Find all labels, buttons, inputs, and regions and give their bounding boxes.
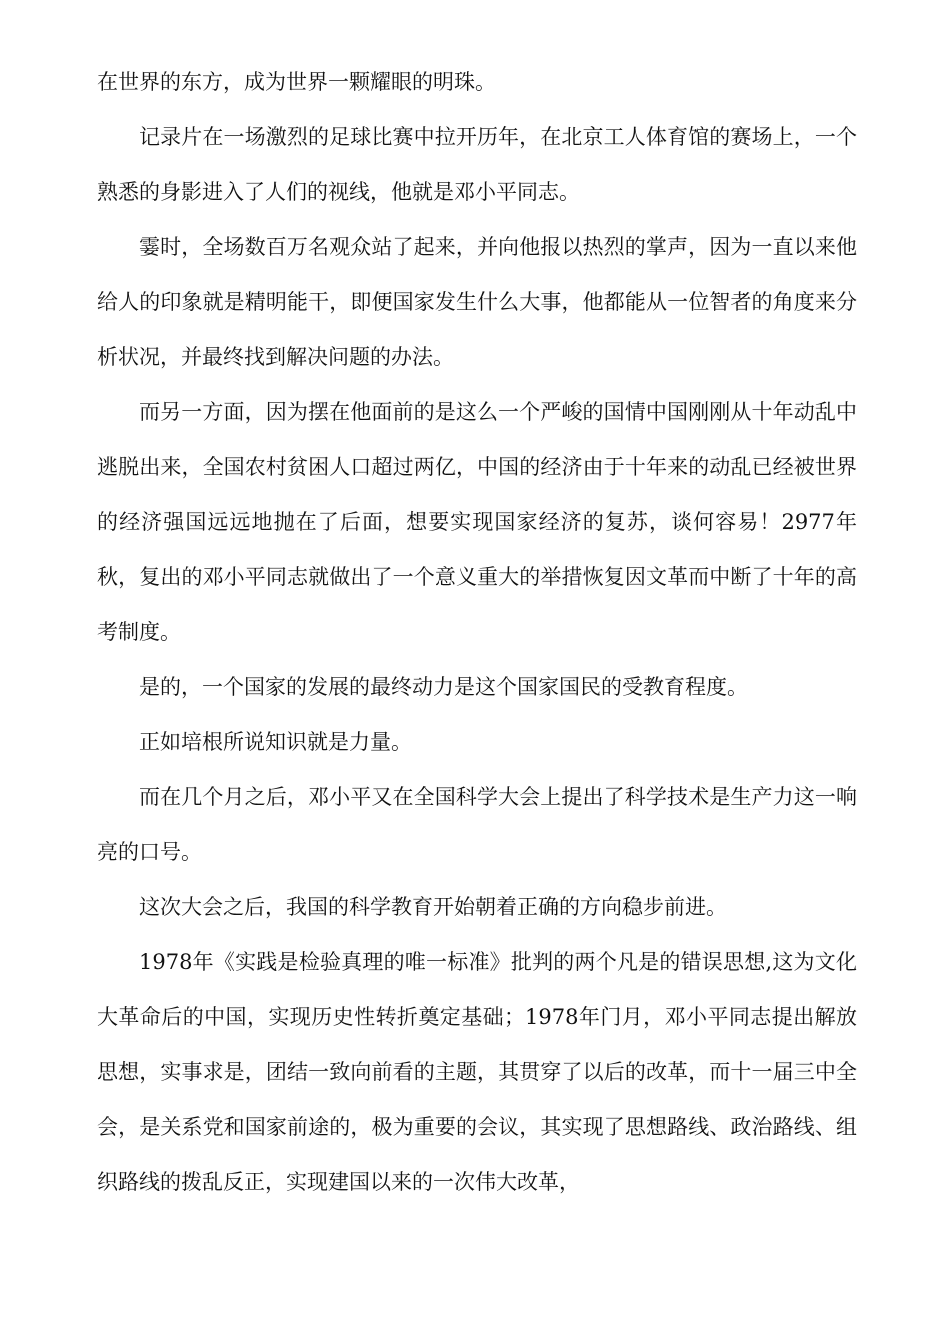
paragraph-5: 是的，一个国家的发展的最终动力是这个国家国民的受教育程度。: [139, 675, 748, 699]
paragraph-3: 霎时，全场数百万名观众站了起来，并向他报以热烈的掌声，因为一直以来他给人的印象就是精明能干，即便国家发生什么大事，他都能从一位智者的角度来分析状况，并最终找到解决问题的办法。: [97, 235, 857, 369]
paragraph-9: 1978年《实践是检验真理的唯一标准》批判的两个凡是的错误思想,这为文化大革命后的中国，实现历史性转折奠定基础；1978年门月，邓小平同志提出解放思想，实事求是，团结一致向前看的主题，其贯穿了以后的改革，而十一届三中全会，是关系党和国家前途的，极为重要的会议，其实现了思想路线、政治路线、组织路线的拨乱反正，实现建国以来的一次伟大改革，: [97, 950, 857, 1194]
paragraph-2: 记录片在一场激烈的足球比赛中拉开历年，在北京工人体育馆的赛场上，一个熟悉的身影进入了人们的视线，他就是邓小平同志。: [97, 125, 857, 204]
paragraph-1: 在世界的东方，成为世界一颗耀眼的明珠。: [97, 70, 496, 94]
document-body: [97, 55, 857, 1210]
paragraph-8: 这次大会之后，我国的科学教育开始朝着正确的方向稳步前进。: [139, 895, 727, 919]
paragraph-7: 而在几个月之后，邓小平又在全国科学大会上提出了科学技术是生产力这一响亮的口号。: [97, 785, 857, 864]
paragraph-4: 而另一方面，因为摆在他面前的是这么一个严峻的国情中国刚刚从十年动乱中逃脱出来，全国农村贫困人口超过两亿，中国的经济由于十年来的动乱已经被世界的经济强国远远地抛在了后面，想要实现国家经济的复苏，谈何容易！2977年秋，复出的邓小平同志就做出了一个意义重大的举措恢复因文革而中断了十年的高考制度。: [97, 400, 857, 644]
paragraph-6: 正如培根所说知识就是力量。: [139, 730, 412, 754]
